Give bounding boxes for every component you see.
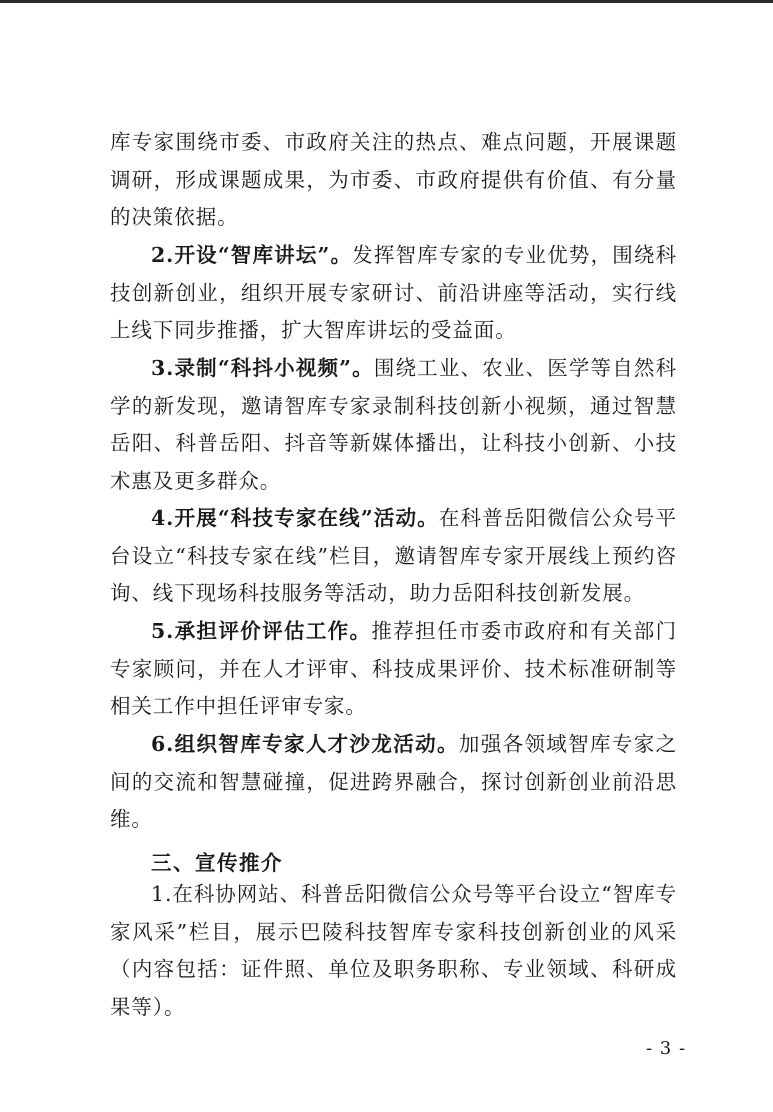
paragraph-item-2 — [110, 237, 677, 350]
item-heading: 4.开展“科技专家在线”活动。 — [151, 506, 439, 530]
item-heading: 2.开设“智库讲坛”。 — [151, 243, 353, 267]
paragraph-text: 发挥智库专家的专业优势，围绕科技创新创业，组织开展专家研讨、前沿讲座等活动，实行线上线下同步推播，扩大智库讲坛的受益面。 — [110, 243, 677, 342]
paragraph-item-4 — [110, 500, 677, 613]
paragraph-item-6 — [110, 726, 677, 839]
section-heading: 三、宣传推介 — [151, 851, 283, 875]
paragraph-promotion-1 — [110, 876, 677, 1026]
paragraph-item-3 — [110, 350, 677, 500]
item-heading: 6.组织智库专家人才沙龙活动。 — [151, 732, 459, 756]
paragraph-text: 1.在科协网站、科普岳阳微信公众号等平台设立“智库专家风采”栏目，展示巴陵科技智库专家科技创新创业的风采（内容包括：证件照、单位及职务职称、专业领域、科研成果等）。 — [110, 882, 677, 1019]
paragraph-text: 库专家围绕市委、市政府关注的热点、难点问题，开展课题调研，形成课题成果，为市委、市政府提供有价值、有分量的决策依据。 — [110, 130, 677, 229]
paragraph-item-5 — [110, 613, 677, 726]
item-heading: 3.录制“科抖小视频”。 — [151, 356, 374, 380]
paragraph-text: 围绕工业、农业、医学等自然科学的新发现，邀请智库专家录制科技创新小视频，通过智慧岳阳、科普岳阳、抖音等新媒体播出，让科技小创新、小技术惠及更多群众。 — [110, 356, 677, 493]
page-number: - 3 - — [646, 1038, 687, 1059]
item-heading: 5.承担评价评估工作。 — [151, 619, 372, 643]
paragraph-text: 在科普岳阳微信公众号平台设立“科技专家在线”栏目，邀请智库专家开展线上预约咨询、线下现场科技服务等活动，助力岳阳科技创新发展。 — [110, 506, 677, 605]
paragraph-text: 推荐担任市委市政府和有关部门专家顾问，并在人才评审、科技成果评价、技术标准研制等相关工作中担任评审专家。 — [110, 619, 677, 718]
paragraph-continuation — [110, 124, 677, 237]
paragraph-text: 加强各领域智库专家之间的交流和智慧碰撞，促进跨界融合，探讨创新创业前沿思维。 — [110, 732, 678, 831]
